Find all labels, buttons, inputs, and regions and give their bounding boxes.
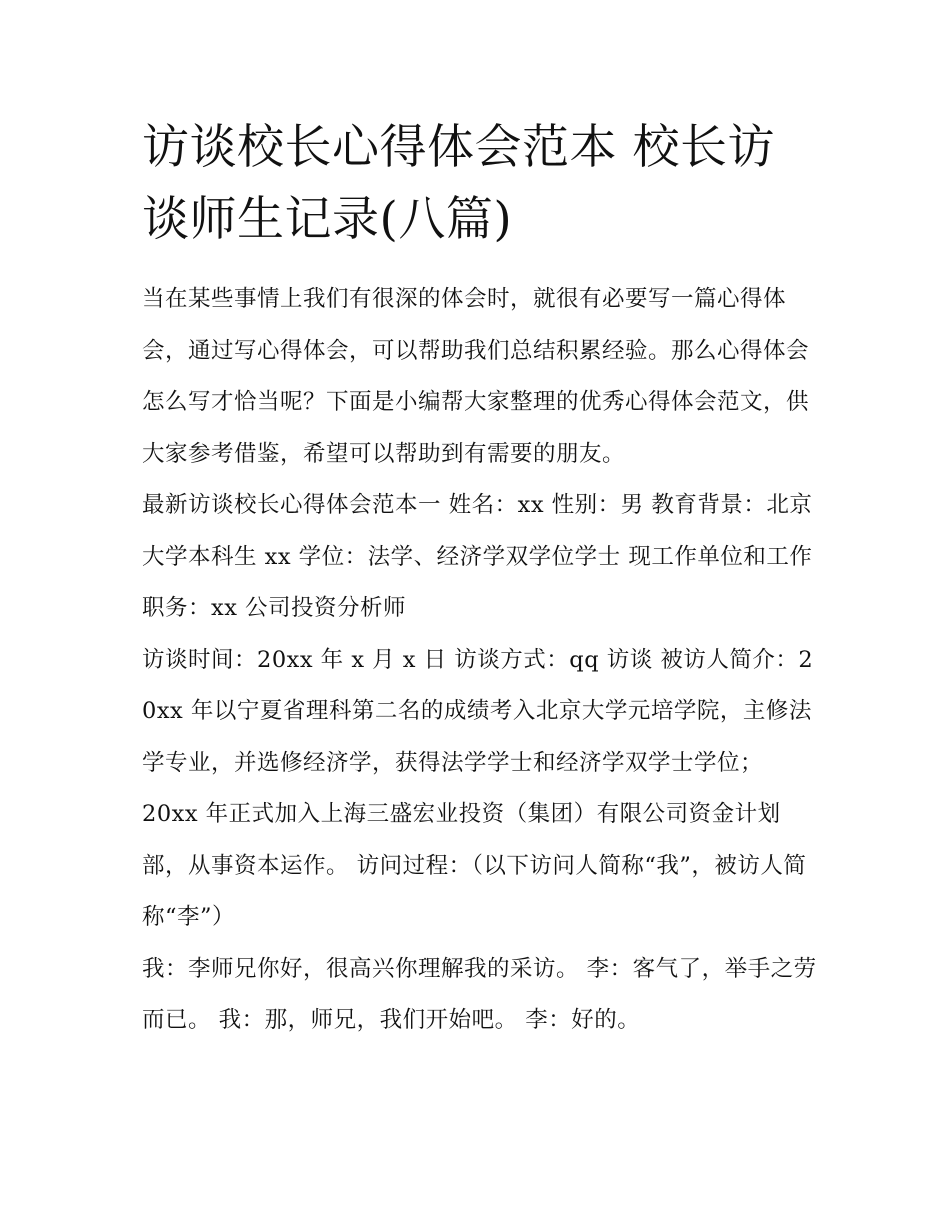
paragraph-intro: 当在某些事情上我们有很深的体会时，就很有必要写一篇心得体会，通过写心得体会，可以帮助我们总结积累经验。那么心得体会怎么写才恰当呢？下面是小编帮大家整理的优秀心得体会范文，供大家参考借鉴，希望可以帮助到有需要的朋友。 (142, 286, 810, 467)
paragraph-career: 20xx 年正式加入上海三盛宏业投资（集团）有限公司资金计划部，从事资本运作。 访问过程：（以下访问人简称“我”，被访人简称“李”） (142, 801, 807, 930)
paragraph-dialogue: 我：李师兄你好，很高兴你理解我的采访。 李：客气了，举手之劳而已。 我：那，师兄，我们开始吧。 李：好的。 (142, 955, 817, 1033)
document-body (142, 274, 822, 1047)
document-title: 访谈校长心得体会范本 校长访谈师生记录(八篇) (142, 120, 775, 247)
paragraph-interview-info: 访谈时间：20xx 年 x 月 x 日 访谈方式：qq 访谈 被访人简介：20xx 年以宁夏省理科第二名的成绩考入北京大学元培学院，主修法学专业，并选修经济学，获得法学学士和经济学双学士学位； (142, 646, 814, 776)
paragraph-profile: 最新访谈校长心得体会范本一 姓名：xx 性别：男 教育背景：北京大学本科生 xx 学位：法学、经济学双学位学士 现工作单位和工作职务：xx 公司投资分析师 (142, 492, 813, 621)
document-page (142, 112, 822, 1047)
